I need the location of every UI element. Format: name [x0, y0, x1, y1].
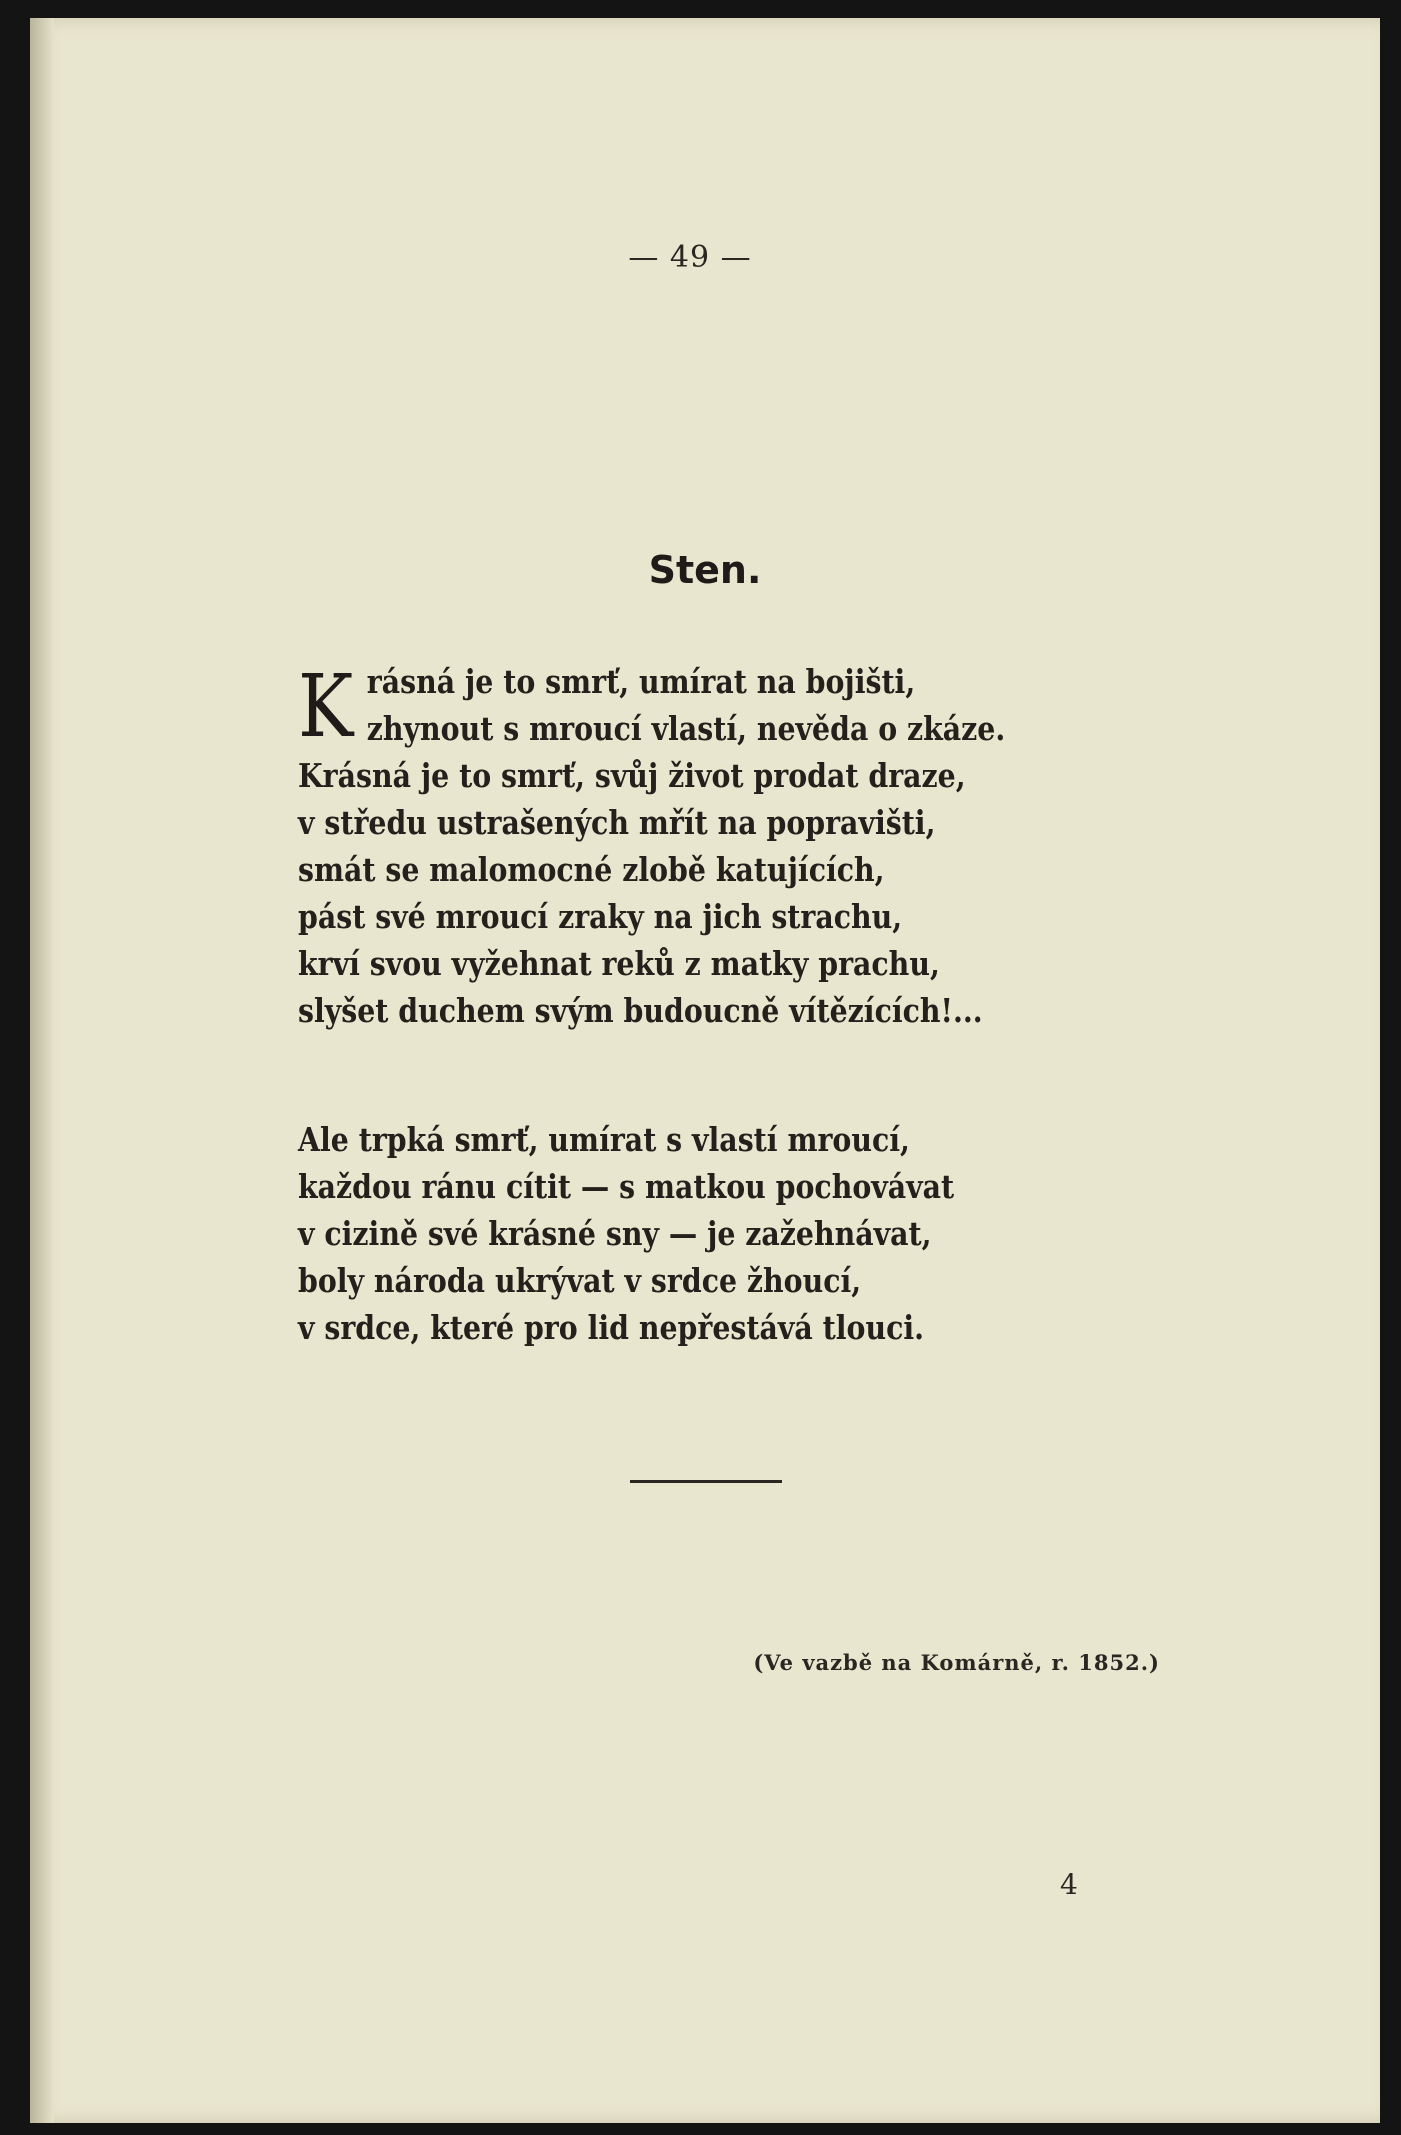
poem-line: boly národa ukrývat v srdce žhoucí, — [298, 1261, 862, 1300]
poem-line-text: rásná je to smrť, umírat na bojišti, — [366, 662, 916, 701]
printer-signature-mark: 4 — [1060, 1868, 1078, 1901]
poem-line: Krásná je to smrť, svůj život prodat draze, — [298, 756, 966, 795]
poem-line: každou ránu cítit — s matkou pochovávat — [298, 1167, 955, 1206]
stanza-1 — [298, 658, 1005, 1034]
poem-line: krví svou vyžehnat reků z matky prachu, — [298, 944, 940, 983]
poem-title: Sten. — [648, 548, 762, 592]
stanza-2 — [298, 1116, 954, 1351]
poem-line: v srdce, které pro lid nepřestává tlouci. — [298, 1308, 925, 1347]
poem-line: pást své mroucí zraky na jich strachu, — [298, 897, 903, 936]
drop-cap: K — [298, 657, 354, 757]
poem-line: zhynout s mroucí vlastí, nevěda o zkáze. — [366, 709, 1006, 748]
poem-line: v středu ustrašených mřít na popravišti, — [298, 803, 936, 842]
source-note: (Ve vazbě na Komárně, r. 1852.) — [753, 1650, 1160, 1675]
poem-line: slyšet duchem svým budoucně vítězících!... — [298, 991, 983, 1030]
poem-line: smát se malomocné zlobě katujících, — [298, 850, 885, 889]
section-divider — [630, 1480, 782, 1483]
book-page — [30, 18, 1380, 2123]
page-number: — 49 — — [628, 240, 752, 275]
poem-line: Ale trpká smrť, umírat s vlastí mroucí, — [298, 1120, 910, 1159]
page-gutter — [30, 18, 54, 2123]
poem-line: v cizině své krásné sny — je zažehnávat, — [298, 1214, 932, 1253]
